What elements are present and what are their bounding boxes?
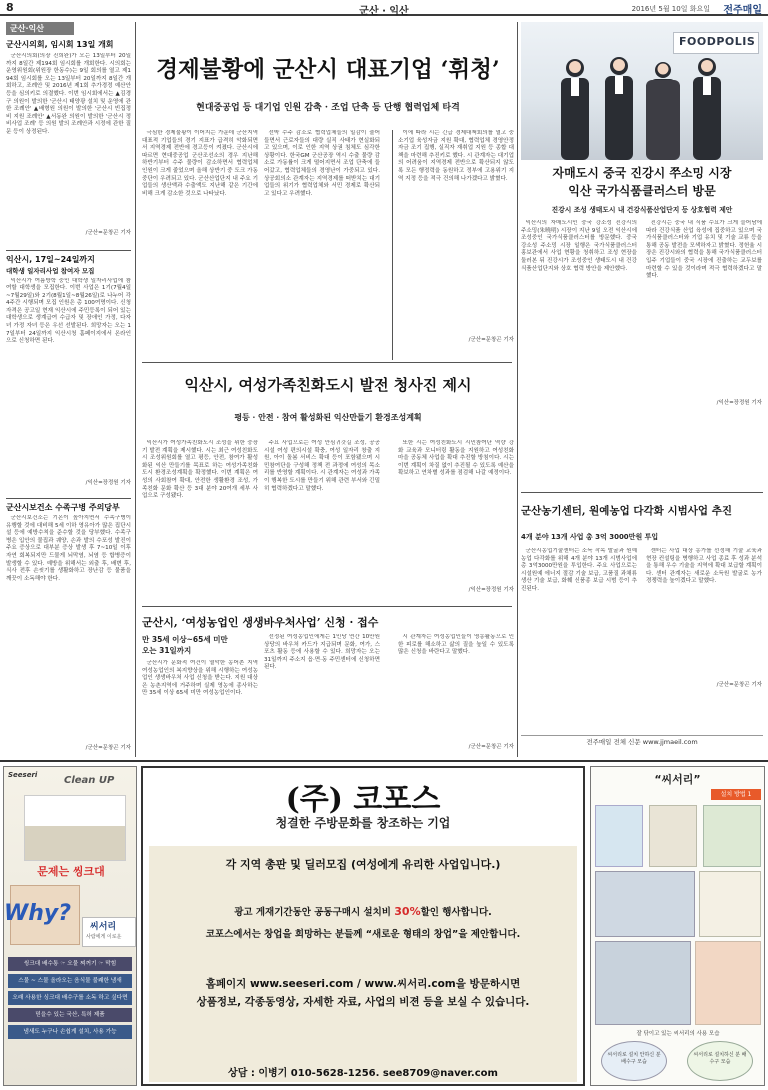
ad-recruit: 각 지역 총판 및 딜러모집 (여성에게 유리한 사업입니다.) xyxy=(225,858,501,871)
diagram-photo xyxy=(699,871,761,937)
brief-article-2 xyxy=(6,255,131,495)
ad-problem-text: 문제는 씽크대 xyxy=(37,865,105,878)
farm-column-1 xyxy=(142,660,258,755)
farm-paragraph-1: 군산시가 문화적 여건이 열악한 농어촌 지역 여성농업인의 복지향상을 위해 시행하는 여성농업인 생생바우처 사업 신청을 받는다. 지원 대상은 농촌지역에 거주하며 실제 영농에 종사하는 만 35세 이상 65세 미만 여성농업인이다. xyxy=(142,660,258,697)
left-ad xyxy=(3,766,137,1086)
publication-name: 전주매일 xyxy=(723,5,762,16)
brief-2-byline: /익산=장정원 기자 xyxy=(85,479,131,486)
bullet-1: 씽크대 배수통 ☞ 오물 찌꺼기 ☞ 막힘 xyxy=(8,957,132,971)
foodpolis-banner: FOODPOLIS xyxy=(679,35,756,48)
ad-right-title: “씨서리” xyxy=(654,773,701,786)
farm-column-2 xyxy=(264,634,380,756)
tech-byline: /군산=문창곤 기자 xyxy=(716,682,762,688)
lead-paragraph-3: 이에 따라 시는 긴급 경제대책회의를 열고 중소기업 육성자금 지원 확대, 협력업체 경영안정 자금 조기 집행, 실직자 재취업 지원 등 종합 대책을 마련해 추진키로 했다. 시 관계자는 대기업의 어려움이 지역경제 전반으로 확산되지 않도록 모든 행정력을 동원하고 정부에 고용위기 지역 지정 등을 적극 건의해 나가겠다고 밝혔다. xyxy=(398,130,514,182)
iksan-headline: 익산시, 여성가족친화도시 발전 청사진 제시 xyxy=(184,376,472,394)
bullet-4: 믿을수 있는 국산, 특허 제품 xyxy=(8,1008,132,1022)
brief-2-title: 익산시, 17일~24일까지 xyxy=(6,255,95,264)
lead-column-1 xyxy=(142,130,258,345)
section-badge xyxy=(6,22,74,35)
center-ad xyxy=(141,766,585,1086)
farm-column-3 xyxy=(398,634,514,756)
iksan-byline: /익산=장정원 기자 xyxy=(468,587,514,593)
iksan-deck: 평등 · 안전 · 참여 활성화된 익산만들기 환경조성계획 xyxy=(234,412,422,422)
ad-slogan: 청결한 주방문화를 창조하는 기업 xyxy=(275,816,451,830)
ad-logo-sub: 사람에게 이로운 xyxy=(86,934,122,940)
foodpolis-paragraph-2: 진강시는 중국 내 식품 수요가 크게 늘어남에 따라 건강식품 산업 육성에 집중하고 있으며 국가식품클러스터와 기업 유치 및 기술 교류 등을 통해 공동 발전을 모색하자고 밝혔다. 정헌율 시장은 진강시와의 협력을 통해 국가식품클러스터 입주 기업들이 중국 시장에 진출하는 교두보를 마련할 수 있을 것이라며 적극 협력하겠다고 말했다. xyxy=(646,220,762,280)
kitchen-cabinet-image xyxy=(24,795,126,861)
bullet-5: 냄새도 누구나 손쉽게 설치, 사용 가능 xyxy=(8,1025,132,1039)
lead-column-2 xyxy=(264,130,380,345)
foodpolis-column-2 xyxy=(646,220,762,420)
tech-subheadline: 4개 분야 13개 사업 총 3억 3000만원 투입 xyxy=(521,533,659,541)
ad-install-label: 설치 방법 1 xyxy=(711,789,761,800)
foodpolis-headline-1: 자매도시 중국 진강시 쭈소밍 시장 xyxy=(552,166,732,180)
divider xyxy=(142,362,512,363)
ad-caption: 잘 닦이고 있는 씨서리의 사용 모습 xyxy=(636,1031,720,1037)
product-photo-3 xyxy=(703,805,761,867)
iksan-column-1 xyxy=(142,440,258,600)
section-title: 군산 · 익산 xyxy=(359,6,409,17)
brief-3-body: 군산시보건소는 기온이 높아지면서 수족구병이 유행할 것에 대비해 5세 이하 영유아가 많은 집단시설 등에 예방수칙을 준수할 것을 당부했다. 수족구병은 입안의 물집과 궤양, 손과 발의 수포성 발진이 주요 증상으로 대부분 증상 발생 후 7~10일 이후 자연 회복되지만 드물게 뇌막염, 뇌염 등 합병증이 발생할 수 있다. 예방을 위해서는 외출 후, 배변 후, 식사 전후 손씻기를 생활화하고 장난감 등 물품을 깨끗이 소독해야 한다. xyxy=(6,515,131,582)
lead-deck: 현대중공업 등 대기업 인원 감축 · 조업 단축 등 단행 협력업체 타격 xyxy=(196,103,460,113)
ad-contact: 상담 : 이병기 010-5628-1256. see8709@naver.com xyxy=(228,1068,498,1079)
lead-paragraph-2: 선박 수주 감소로 협력업체들의 일감이 줄어들면서 근로자들의 대량 실직 사태가 현실화되고 있으며, 이로 인한 지역 상권 침체도 심각한 상황이다. 한국GM 군산공장 역시 수출 물량 감소로 가동률이 크게 떨어지면서 조업 단축에 들어갔고, 협력업체들의 경영난이 가중되고 있다. 상공회의소 관계자는 지역경제를 떠받치는 대기업들의 위기가 협력업체와 서민 경제로 확산되고 있다고 우려했다. xyxy=(264,130,380,197)
brief-3-title: 군산시보건소 수족구병 주의당부 xyxy=(6,503,120,512)
lead-column-3 xyxy=(398,130,514,345)
divider xyxy=(521,492,763,493)
column-rule xyxy=(392,130,393,360)
product-photo-2 xyxy=(649,805,697,867)
foodpolis-photo xyxy=(521,22,763,160)
ad-bubble-right: 씨서리로 설치하신 분 배수구 모습 xyxy=(687,1041,753,1081)
ad-brand: Seeseri xyxy=(8,771,38,779)
brief-1-byline: /군산=문창곤 기자 xyxy=(85,230,131,236)
sink-photo xyxy=(595,871,695,937)
farm-paragraph-3: 시 관계자는 여성농업인들이 영농활동으로 인한 피로를 해소하고 삶의 질을 높일 수 있도록 많은 신청을 바란다고 말했다. xyxy=(398,634,514,656)
farm-paragraph-2: 선정된 여성농업인에게는 1인당 연간 10만원 상당의 바우처 카드가 지급되며 문화, 여가, 스포츠 활동 등에 사용할 수 있다. 희망자는 오는 31일까지 주소지 읍·면·동 주민센터에 신청하면 된다. xyxy=(264,634,380,671)
divider xyxy=(142,606,512,607)
divider xyxy=(6,250,131,251)
iksan-paragraph-1: 익산시가 여성가족친화도시 조성을 위한 중장기 발전 계획을 제시했다. 시는 최근 여성친화도시 조성위원회를 열고 평등, 안전, 참여가 활성화된 익산 만들기를 목표로 하는 여성가족친화도시 환경조성계획을 확정했다. 이번 계획은 여성의 사회참여 확대, 안전한 생활환경 조성, 가족친화 문화 확산 등 3대 분야 20여개 세부 사업으로 구성됐다. xyxy=(142,440,258,500)
ad-panel xyxy=(149,846,577,1082)
ad-divider xyxy=(0,760,768,762)
foodpolis-byline: /익산=장정원 기자 xyxy=(716,400,762,406)
farm-headline: 군산시, ‘여성농업인 생생바우처사업’ 신청 · 접수 xyxy=(142,616,379,629)
ad-discount-percent: 30% xyxy=(394,905,421,918)
brief-1-body: 군산시의회(의장 진희완)가 오는 13일부터 20일까지 8일간 제194회 임시회를 개회한다. 시의회는 운영위원회(위원장 한동수)는 9일 회의를 열고 제194회 임시회를 오는 13일부터 20일까지 8일간 개회하고, 조례안 및 2016년 제1회 추가경정 예산안 등을 심의키로 의결했다. 이번 임시회에서는 ▲김경구 의원이 발의한 '군산시 태양광 설치 및 운영에 관한 조례안' ▲배형원 의원이 발의한 '군산시 빈집정비 지원 조례안' ▲서동완 의원이 발의한 '군산시 정비사업 조례' 등 의원 발의 조례안과 시정에 관한 질문 등이 상정된다. xyxy=(6,53,131,135)
tech-headline: 군산농기센터, 원예농업 다각화 시범사업 추진 xyxy=(521,505,732,517)
section-badge-label: 군산·익산 xyxy=(10,24,44,33)
divider xyxy=(6,498,131,499)
ad-discount-post: 할인 행사합니다. xyxy=(420,907,492,918)
issue-date: 2016년 5월 10일 화요일 xyxy=(631,5,710,13)
brief-article-3 xyxy=(6,503,131,755)
bullet-3: 오래 사용한 싱크대 배수구를 소독 하고 싶다면 xyxy=(8,991,132,1005)
ad-clean-up: Clean UP xyxy=(64,775,115,786)
ad-website-1: 홈페이지 www.seeseri.com / www.씨서리.com을 방문하시면 xyxy=(205,978,521,990)
farm-byline: /군산=문창곤 기자 xyxy=(468,744,514,750)
foodpolis-column-1 xyxy=(521,220,637,420)
ad-discount xyxy=(143,904,583,918)
tech-column-1 xyxy=(521,548,637,698)
brief-2-body: 익산시가 여름방학 중인 대학생 일자리사업에 참여할 대학생을 모집한다. 이번 사업은 1기(7월4일~7월29일)와 2기(8월1일~8월26일)로 나누어 각 4주간 시행되며 모집 인원은 총 100여명이다. 신청 자격은 공고일 현재 익산시에 주민등록이 되어 있는 대학생으로 생계급여 수급자 및 장애인 가정, 다자녀 가정 자녀 등은 우선 선발된다. 희망자는 오는 17일부터 24일까지 익산시청 홈페이지에서 온라인으로 신청하면 된다. xyxy=(6,277,131,345)
ad-discount-pre: 광고 게재기간동안 공동구매시 설치비 xyxy=(234,907,391,918)
iksan-column-3 xyxy=(398,440,514,600)
bullet-2: 스물 ~ 스물 올라오는 음식물 불쾌한 냄새 xyxy=(8,974,132,988)
right-ad xyxy=(590,766,765,1086)
model-photo xyxy=(695,941,761,1025)
column-rule xyxy=(135,22,136,757)
page-number: 8 xyxy=(6,1,14,14)
lead-headline: 경제불황에 군산시 대표기업 ‘휘청’ xyxy=(156,57,500,83)
ad-business: 코포스에서는 창업을 희망하는 분들께 “새로운 형태의 창업”을 제안합니다. xyxy=(205,929,521,940)
ad-logo: 씨서리 xyxy=(90,922,117,932)
ad-why: Why? xyxy=(4,901,72,926)
tech-column-2 xyxy=(646,548,762,698)
farm-sub-1: 만 35세 이상~65세 미만 xyxy=(142,635,228,644)
iksan-paragraph-3: 또한 시는 여성친화도시 시민참여단 역량 강화 교육과 모니터링 활동을 지원하고 여성친화 마을 공동체 사업을 확대 추진할 방침이다. 시는 이번 계획이 차질 없이 추진될 수 있도록 예산을 확보하고 연차별 성과를 점검해 나갈 예정이다. xyxy=(398,440,514,477)
brief-2-subtitle: 대학생 일자리사업 참여자 모집 xyxy=(6,267,95,275)
lead-paragraph-1: 극심한 경제불황이 이어지는 가운데 군산지역 대표적 기업들의 경기 지표가 급격히 악화되면서 지역경제 전반에 경고등이 켜졌다. 군산시에 따르면 현대중공업 군산조선소의 경우 지난해 하반기부터 수주 물량이 감소하면서 협력업체 인원이 크게 줄었으며 올해 상반기 중 도크 가동 중단이 우려되고 있다. 군산산업단지 내 주요 기업들의 생산액과 수출액도 지난해 같은 기간에 비해 크게 감소한 것으로 나타났다. xyxy=(142,130,258,197)
tech-paragraph-1: 군산시농업기술센터는 소득 작목 발굴과 원예농업 다각화를 위해 4개 분야 13개 시범사업에 총 3억3000만원을 투입한다. 주요 사업으로는 시설원예 에너지 절감 기술 보급, 고품질 과채류 생산 기술 보급, 화훼 신품종 보급 시범 등이 추진된다. xyxy=(521,548,637,592)
foodpolis-subheadline: 진강시 조성 생태도시 내 건강식품산업단지 등 상호협력 제안 xyxy=(551,206,733,214)
promo-strip xyxy=(521,735,763,749)
brief-article-1 xyxy=(6,40,131,245)
iksan-paragraph-2: 주요 사업으로는 여성 안심귀갓길 조성, 공공시설 여성 편의시설 확충, 여성 일자리 창출 지원, 아이 돌봄 서비스 확대 등이 포함됐으며 시민참여단을 구성해 정책 전 과정에 여성의 목소리를 반영할 계획이다. 시 관계자는 여성과 가족이 행복한 도시를 만들기 위해 관련 부서와 긴밀히 협력하겠다고 말했다. xyxy=(264,440,380,492)
ad-bullets xyxy=(8,957,132,1039)
foodpolis-headline-2: 익산 국가식품클러스터 방문 xyxy=(568,184,716,198)
page-header xyxy=(0,0,768,16)
column-rule xyxy=(517,22,518,757)
brief-1-title: 군산시의회, 임시회 13일 개회 xyxy=(6,40,114,49)
ad-website-2: 상품정보, 각종동영상, 자세한 자료, 사업의 비젼 등을 보실 수 있습니다. xyxy=(196,996,530,1008)
kitchen-photo xyxy=(595,941,691,1025)
tech-paragraph-2: 센터는 사업 대상 농가를 선정해 기술 교육과 현장 컨설팅을 병행하고 사업 종료 후 성과 분석을 통해 우수 기술을 지역에 확대 보급할 계획이다. 센터 관계자는 새로운 소득원 발굴로 농가 경쟁력을 높이겠다고 말했다. xyxy=(646,548,762,585)
product-photo-1 xyxy=(595,805,643,867)
people-photo-illustration xyxy=(521,22,763,160)
promo-text: 전주매일 전체 신문 www.jjmaeil.com xyxy=(586,738,698,746)
farm-sub-2: 오는 31일까지 xyxy=(142,646,192,655)
ad-bubble-left: 씨서리로 설치 안하신 분 배수구 모습 xyxy=(601,1041,667,1081)
foodpolis-paragraph-1: 익산시의 자매도시인 중국 강소성 진강시의 주소밍(朱曉明) 시장이 지난 9일 오전 익산시에 조성중인 국가식품클러스터를 방문했다. 중국 강소성 주소밍 시장 일행은 국가식품클러스터 홍보관에서 사업 현황을 청취하고 조성 현장을 둘러본 뒤 진강시가 조성중인 생태도시 내 건강식품산업단지와 상호 협력 방안을 제안했다. xyxy=(521,220,637,272)
brief-3-byline: /군산=문창곤 기자 xyxy=(85,745,131,751)
cabinet-base xyxy=(25,826,125,860)
iksan-column-2 xyxy=(264,440,380,600)
lead-byline: /군산=문창곤 기자 xyxy=(468,337,514,343)
ad-company: (주) 코포스 xyxy=(285,782,441,817)
